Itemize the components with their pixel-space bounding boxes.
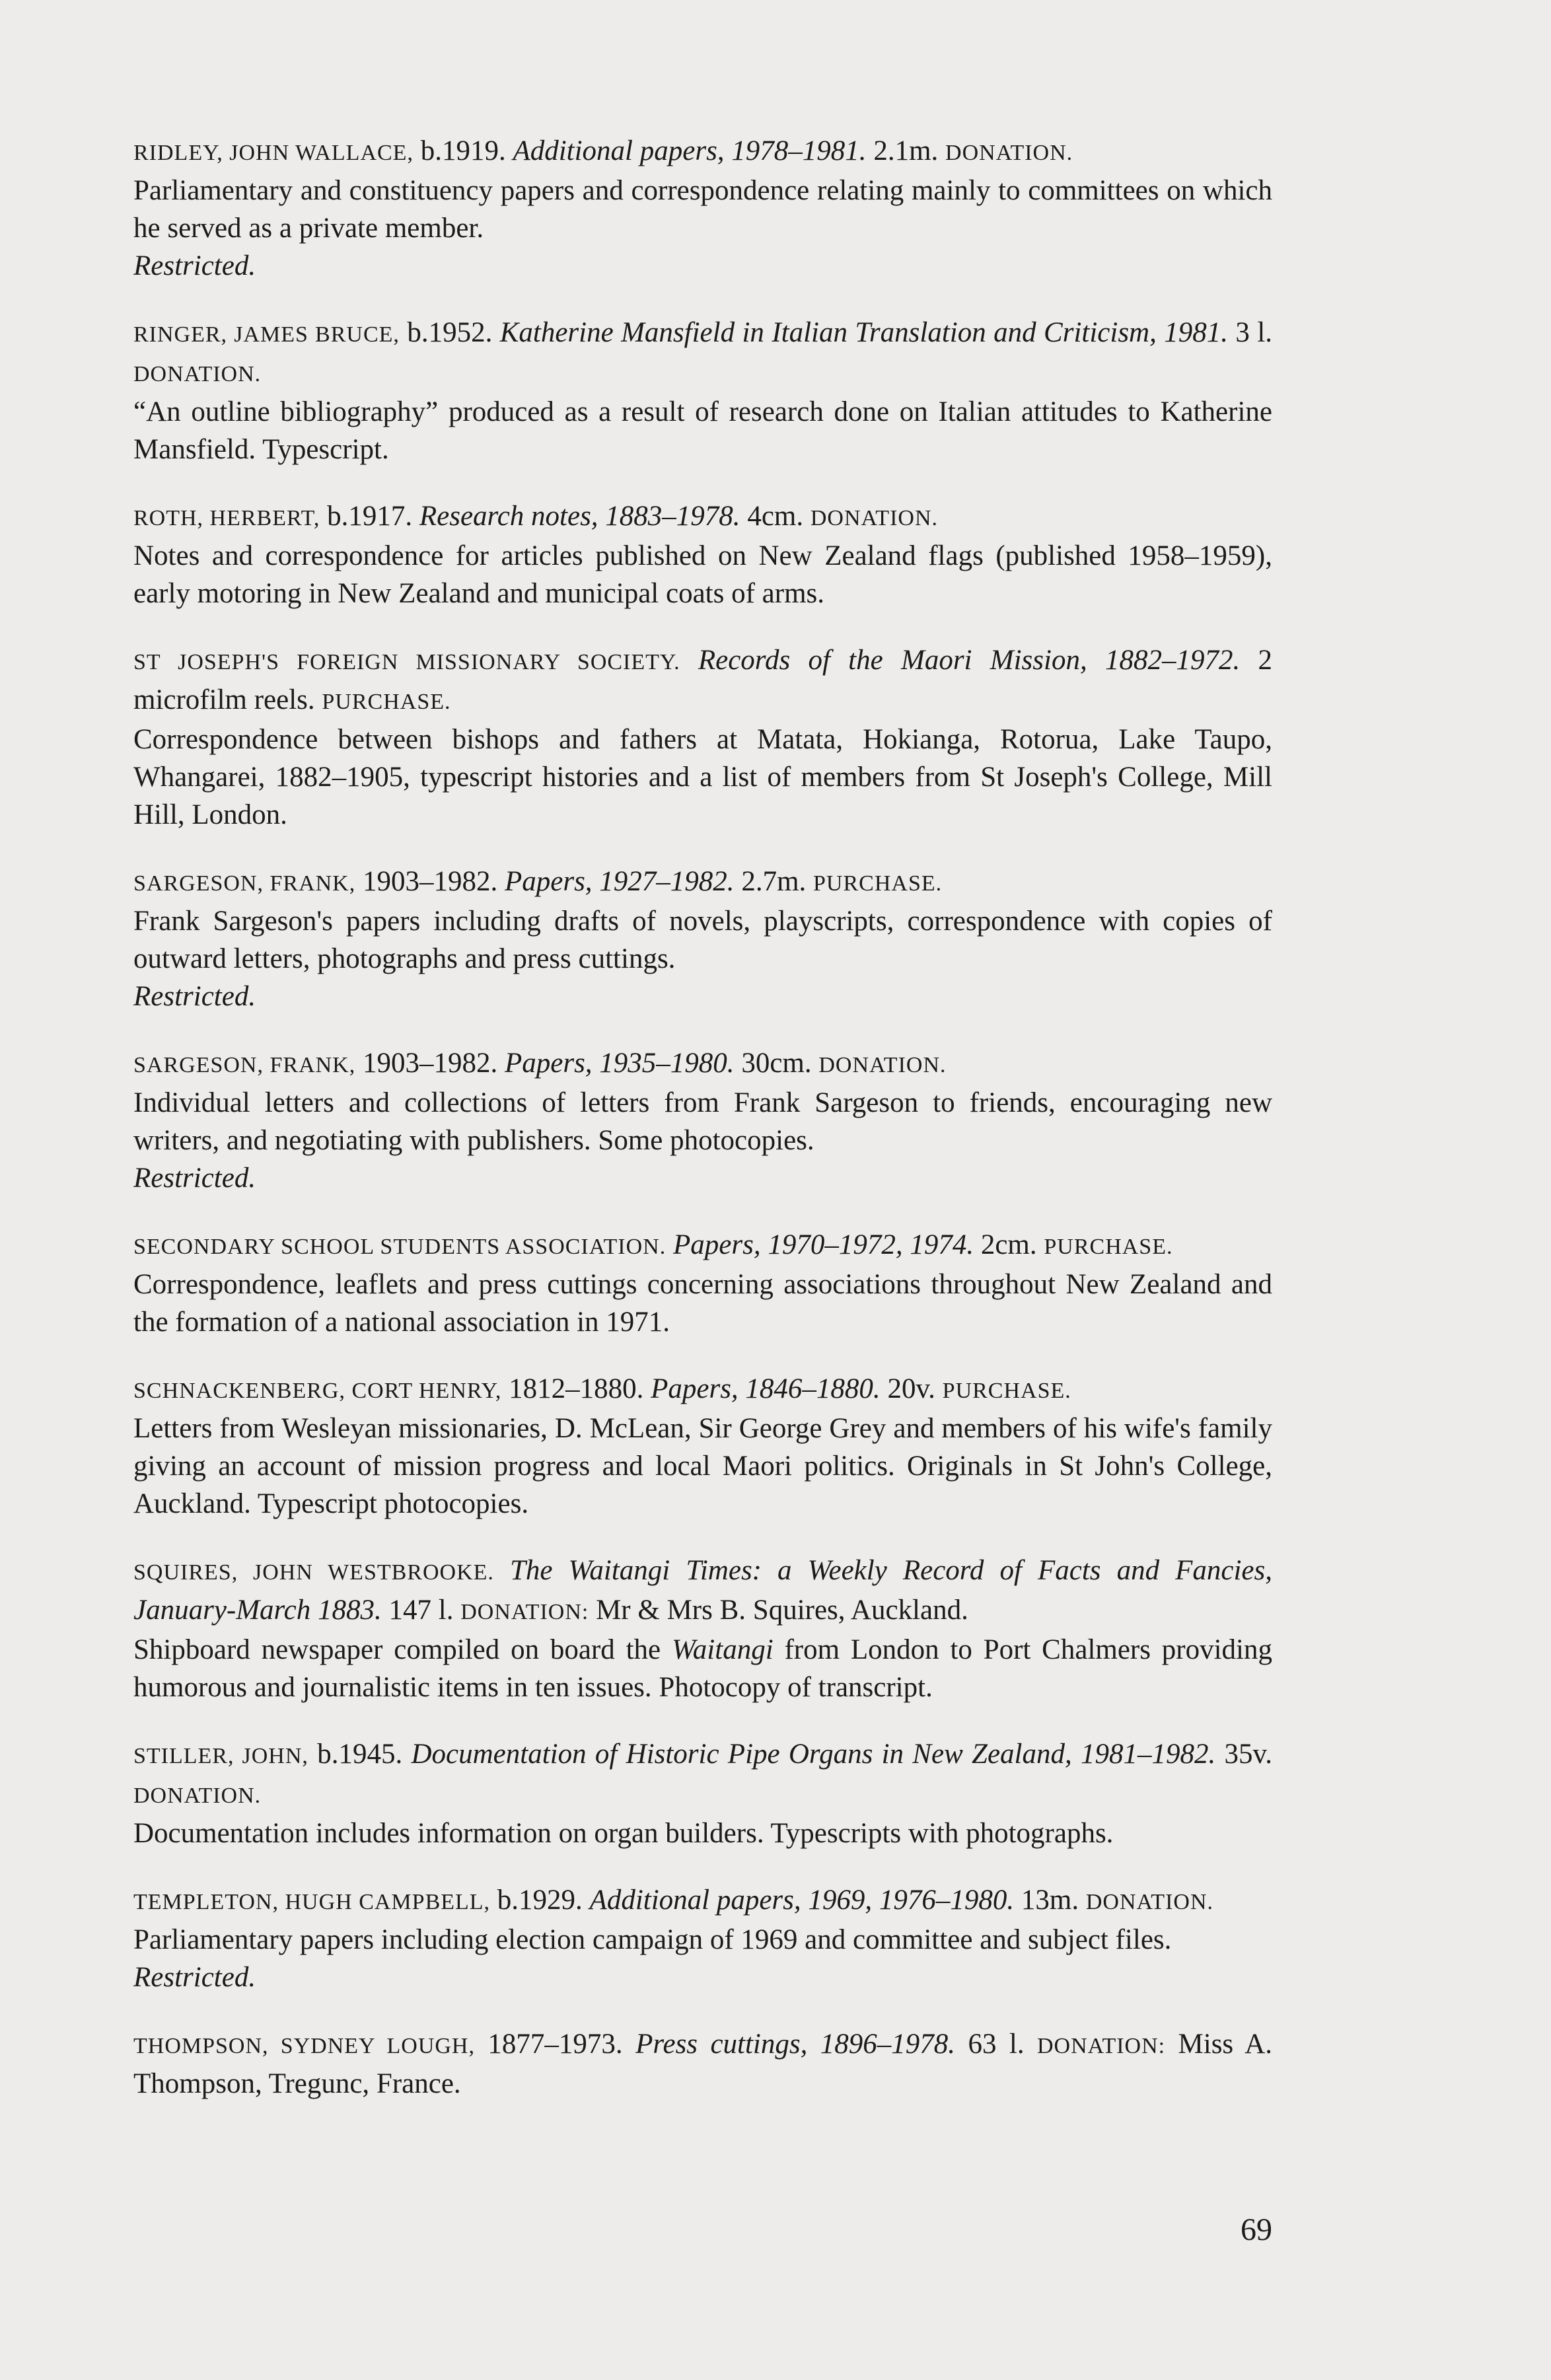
entry-squires	[133, 1552, 1272, 1706]
entry-acquisition: DONATION.	[1085, 1890, 1214, 1914]
entry-title: Additional papers, 1969, 1976–1980.	[589, 1885, 1015, 1916]
entry-description: Parliamentary papers including election campaign of 1969 and committee and subject files.	[133, 1924, 1172, 1955]
entry-description	[133, 1631, 1272, 1706]
entry-description: Notes and correspondence for articles published on New Zealand flags (published 1958–1959), early motoring in New Zealand and municipal coats of arms.	[133, 540, 1272, 609]
entry-acquisition: PURCHASE.	[942, 1379, 1071, 1403]
entry-years: b.1952.	[407, 317, 493, 348]
entry-acquisition: DONATION:	[460, 1600, 589, 1624]
entry-acquisition: PURCHASE.	[813, 871, 943, 896]
entry-name: SECONDARY SCHOOL STUDENTS ASSOCIATION.	[133, 1235, 667, 1259]
entry-heading	[133, 1370, 1272, 1410]
entry-extent: 35v.	[1224, 1739, 1273, 1770]
entry-donor: Mr & Mrs B. Squires, Auckland.	[596, 1595, 968, 1626]
entry-title: Press cuttings, 1896–1978.	[635, 2029, 956, 2060]
entry-stiller	[133, 1735, 1272, 1852]
entry-description-start: Shipboard newspaper compiled on board the	[133, 1634, 661, 1665]
entry-heading	[133, 2025, 1272, 2103]
entry-acquisition: DONATION.	[945, 141, 1073, 165]
entry-heading	[133, 132, 1272, 172]
entry-st-josephs	[133, 641, 1272, 834]
entry-heading	[133, 314, 1272, 393]
entry-title: Research notes, 1883–1978.	[419, 501, 740, 532]
entry-heading	[133, 1735, 1272, 1815]
entry-title: Additional papers, 1978–1981.	[513, 135, 867, 166]
entry-ridley	[133, 132, 1272, 285]
entry-heading	[133, 1881, 1272, 1921]
entry-name: ST JOSEPH'S FOREIGN MISSIONARY SOCIETY.	[133, 650, 680, 674]
entry-name: STILLER, JOHN,	[133, 1744, 308, 1768]
entry-years: 1812–1880.	[509, 1373, 644, 1404]
entry-title: Papers, 1846–1880.	[651, 1373, 881, 1404]
entry-acquisition: DONATION.	[810, 506, 939, 530]
entry-description-end: from London to Port Chalmers providing humorous and journalistic items in ten issues. Photocopy of transcript.	[133, 1634, 1273, 1703]
page-number: 69	[1241, 2212, 1272, 2247]
entry-heading	[133, 1226, 1272, 1266]
entry-extent: 63 l.	[968, 2029, 1025, 2060]
entry-years: 1877–1973.	[487, 2029, 623, 2060]
entry-description: Correspondence between bishops and fathers at Matata, Hokianga, Rotorua, Lake Taupo, Whangarei, 1882–1905, typescript histories and a list of members from St Joseph's College, Mill Hill, London.	[133, 724, 1272, 830]
entry-donor: Miss A. Thompson, Tregunc, France.	[133, 2029, 1273, 2099]
entry-name: SARGESON, FRANK,	[133, 1053, 356, 1077]
entry-heading	[133, 641, 1272, 721]
entry-title: The Waitangi Times: a Weekly Record of Facts and Fancies, January-March 1883.	[133, 1555, 1272, 1626]
entry-ship-name: Waitangi	[671, 1634, 774, 1665]
entry-extent: 2cm.	[980, 1229, 1037, 1260]
entry-title: Papers, 1927–1982.	[504, 866, 735, 897]
entry-heading	[133, 1044, 1272, 1084]
entry-years: b.1929.	[497, 1885, 583, 1916]
entry-description: Correspondence, leaflets and press cuttings concerning associations throughout New Zealand and the formation of a national association in 1971.	[133, 1269, 1272, 1338]
entry-years: 1903–1982.	[362, 1048, 498, 1079]
entry-name: SQUIRES, JOHN WESTBROOKE.	[133, 1560, 494, 1585]
entry-secondary-school	[133, 1226, 1272, 1341]
entry-extent: 20v.	[887, 1373, 935, 1404]
entry-templeton	[133, 1881, 1272, 1996]
entry-extent: 2.7m.	[741, 866, 807, 897]
entry-acquisition: PURCHASE.	[322, 690, 451, 714]
entry-thompson	[133, 2025, 1272, 2103]
entry-acquisition: DONATION:	[1037, 2034, 1166, 2058]
entry-description: Parliamentary and constituency papers and correspondence relating mainly to committees on which he served as a private member.	[133, 175, 1272, 244]
entry-extent: 4cm.	[747, 501, 804, 532]
entry-roth	[133, 497, 1272, 612]
entry-name: SCHNACKENBERG, CORT HENRY,	[133, 1379, 502, 1403]
entry-restricted: Restricted.	[133, 1163, 256, 1194]
entry-years: b.1919.	[420, 135, 506, 166]
entry-acquisition: DONATION.	[133, 1784, 262, 1808]
entry-title: Records of the Maori Mission, 1882–1972.	[698, 645, 1241, 676]
entry-heading	[133, 863, 1272, 902]
entry-name: ROTH, HERBERT,	[133, 506, 320, 530]
entry-title: Papers, 1935–1980.	[504, 1048, 735, 1079]
entry-name: RIDLEY, JOHN WALLACE,	[133, 141, 414, 165]
entry-years: 1903–1982.	[362, 866, 498, 897]
entry-years: b.1917.	[327, 501, 413, 532]
entry-extent: 30cm.	[741, 1048, 812, 1079]
entry-description: Documentation includes information on organ builders. Typescripts with photographs.	[133, 1818, 1114, 1849]
entry-name: TEMPLETON, HUGH CAMPBELL,	[133, 1890, 491, 1914]
entry-schnackenberg	[133, 1370, 1272, 1523]
entry-heading	[133, 1552, 1272, 1631]
entry-acquisition: PURCHASE.	[1044, 1235, 1173, 1259]
entry-heading	[133, 497, 1272, 537]
catalogue-page	[133, 132, 1272, 2132]
entry-description: Frank Sargeson's papers including drafts of novels, playscripts, correspondence with copies of outward letters, photographs and press cuttings.	[133, 906, 1272, 974]
entry-ringer	[133, 314, 1272, 468]
entry-name: THOMPSON, SYDNEY LOUGH,	[133, 2034, 475, 2058]
entry-sargeson-2	[133, 1044, 1272, 1197]
entry-name: RINGER, JAMES BRUCE,	[133, 322, 400, 347]
entry-title: Papers, 1970–1972, 1974.	[673, 1229, 974, 1260]
entry-extent: 2.1m.	[873, 135, 939, 166]
entry-years: b.1945.	[317, 1739, 403, 1770]
entry-title: Katherine Mansfield in Italian Translation and Criticism, 1981.	[499, 317, 1229, 348]
entry-restricted: Restricted.	[133, 250, 256, 281]
entry-description: Letters from Wesleyan missionaries, D. McLean, Sir George Grey and members of his wife's family giving an account of mission progress and local Maori politics. Originals in St John's College, Auckland. Typescript photocopies.	[133, 1413, 1272, 1519]
entry-name: SARGESON, FRANK,	[133, 871, 356, 896]
entry-acquisition: DONATION.	[818, 1053, 947, 1077]
entry-description: “An outline bibliography” produced as a result of research done on Italian attitudes to Katherine Mansfield. Typescript.	[133, 396, 1272, 465]
entry-extent: 2 microfilm reels.	[133, 645, 1273, 715]
entry-title: Documentation of Historic Pipe Organs in New Zealand, 1981–1982.	[411, 1739, 1216, 1770]
entry-extent: 147 l.	[388, 1595, 454, 1626]
entry-sargeson-1	[133, 863, 1272, 1015]
entry-restricted: Restricted.	[133, 1962, 256, 1993]
entry-extent: 13m.	[1021, 1885, 1079, 1916]
entry-extent: 3 l.	[1235, 317, 1273, 348]
entry-acquisition: DONATION.	[133, 362, 262, 386]
entry-description: Individual letters and collections of letters from Frank Sargeson to friends, encouraging new writers, and negotiating with publishers. Some photocopies.	[133, 1087, 1272, 1156]
entry-restricted: Restricted.	[133, 981, 256, 1012]
